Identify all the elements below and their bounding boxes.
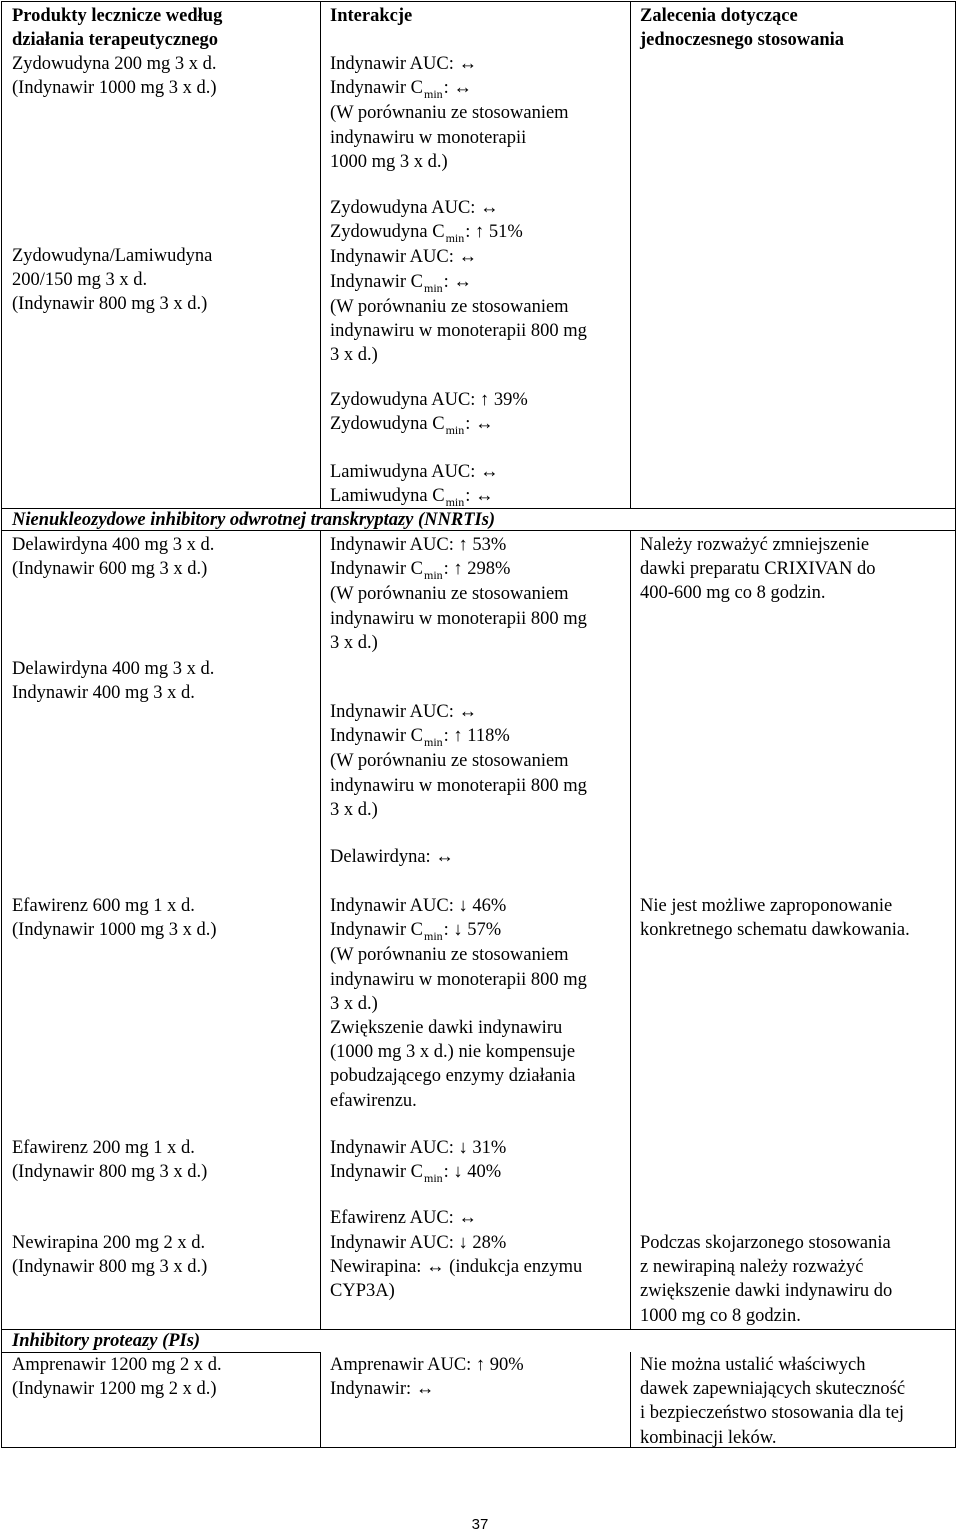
text-line: Efawirenz 600 mg 1 x d.: [12, 896, 195, 916]
text-line: 3 x d.): [330, 993, 378, 1014]
interaction-zydowudyna-lamiwudyna: [330, 196, 587, 367]
text-line: Indynawir AUC: ↔: [330, 702, 477, 722]
section-header-nnrti: Nienukleozydowe inhibitory odwrotnej transkryptazy (NNRTIs): [12, 510, 496, 530]
interaction-efawirenz-200-2: [330, 1206, 477, 1230]
subscript-min: min: [424, 735, 443, 750]
text-line: Indynawir AUC: ↔: [330, 247, 477, 268]
text-line: Indynawir AUC: ↓ 31%: [330, 1138, 507, 1158]
text-line: Indynawir AUC: ↓ 28%: [330, 1233, 507, 1253]
text-line: Delawirdyna: ↔: [330, 847, 454, 867]
text-line: Newirapina 200 mg 2 x d.: [12, 1233, 206, 1253]
text-line: Należy rozważyć zmniejszenie: [640, 535, 870, 555]
text-line: Produkty lecznicze według: [12, 6, 223, 26]
text-line: 3 x d.): [330, 345, 378, 366]
interaction-efawirenz-200: [330, 1136, 506, 1185]
text-line: Indynawir AUC: ↔: [330, 54, 477, 74]
text-line: Delawirdyna 400 mg 3 x d.: [12, 535, 215, 555]
interaction-efawirenz-600: [330, 894, 587, 1113]
text-line: dawki preparatu CRIXIVAN do: [640, 559, 876, 580]
interaction-delawirdyna-3: [330, 845, 454, 869]
table-border-top: [1, 1, 956, 2]
subscript-min: min: [424, 87, 443, 102]
text-line: (1000 mg 3 x d.) nie kompensuje: [330, 1042, 576, 1063]
page-number: 37: [471, 1516, 489, 1533]
text-line: Newirapina: ↔ (indukcja enzymu: [330, 1257, 583, 1278]
drug-zydowudyna: [12, 52, 217, 100]
subscript-min: min: [445, 423, 465, 438]
text-line: Efawirenz AUC: ↔: [330, 1208, 477, 1228]
interaction-delawirdyna-2: [330, 700, 587, 822]
interaction-zydowudyna-lamiwudyna-2: [330, 388, 528, 437]
text-line: Zalecenia dotyczące: [640, 6, 798, 26]
column-divider-1c: [320, 1352, 321, 1448]
text-line: 3 x d.): [330, 632, 378, 653]
text-line: Indynawir 400 mg 3 x d.: [12, 683, 195, 704]
text-line: Nie jest możliwe zaproponowanie: [640, 896, 893, 916]
text-line: (W porównaniu ze stosowaniem: [330, 584, 569, 605]
text-line: Podczas skojarzonego stosowania: [640, 1233, 891, 1253]
text-line: Indynawir AUC: ↓ 46%: [330, 896, 507, 916]
column-divider-2c: [630, 1352, 631, 1448]
text-line: Delawirdyna 400 mg 3 x d.: [12, 659, 215, 679]
text-line: Zydowudyna AUC: ↔: [330, 198, 499, 218]
text-line: (Indynawir 1000 mg 3 x d.): [12, 920, 217, 941]
header-interactions: Interakcje: [330, 6, 413, 26]
column-divider-1b: [320, 530, 321, 1329]
text-line: 200/150 mg 3 x d.: [12, 270, 148, 291]
section-header-pi: Inhibitory proteazy (PIs): [12, 1331, 201, 1351]
recommendation-delawirdyna: [640, 533, 876, 606]
text-line: Nie można ustalić właściwych: [640, 1355, 866, 1375]
interaction-amprenawir: [330, 1353, 524, 1401]
text-line: Lamiwudyna $C_{min}$: ↔: [330, 486, 494, 510]
header-products: [12, 4, 222, 52]
drug-efawirenz-200: [12, 1136, 207, 1184]
text-line: konkretnego schematu dawkowania.: [640, 920, 910, 941]
text-line: dawek zapewniających skuteczność: [640, 1379, 906, 1400]
text-line: indynawiru w monoterapii 800 mg: [330, 969, 587, 990]
text-line: 3 x d.): [330, 799, 378, 820]
text-line: indynawiru w monoterapii 800 mg: [330, 775, 587, 796]
text-line: jednoczesnego stosowania: [640, 30, 845, 51]
text-line: Lamiwudyna AUC: ↔: [330, 462, 499, 482]
recommendation-amprenawir: [640, 1353, 905, 1450]
text-line: pobudzającego enzymy działania: [330, 1066, 576, 1087]
text-line: Amprenawir 1200 mg 2 x d.: [12, 1355, 222, 1375]
text-line: Zydowudyna 200 mg 3 x d.: [12, 54, 217, 74]
text-line: (Indynawir 1000 mg 3 x d.): [12, 78, 217, 99]
text-line: indynawiru w monoterapii 800 mg: [330, 321, 587, 342]
column-divider-2: [630, 1, 631, 508]
text-line: z newirapiną należy rozważyć: [640, 1257, 864, 1278]
text-line: zwiększenie dawki indynawiru do: [640, 1281, 893, 1302]
text-line: 1000 mg 3 x d.): [330, 151, 448, 172]
interaction-delawirdyna-1: [330, 533, 587, 655]
text-line: Zydowudyna $C_{min}$: ↑ 51%: [330, 222, 523, 246]
subscript-min: min: [424, 280, 443, 295]
text-line: Indynawir $C_{min}$: ↓ 40%: [330, 1162, 502, 1186]
drug-delawirdyna-2: [12, 657, 214, 705]
drug-delawirdyna-1: [12, 533, 214, 581]
text-line: Zydowudyna/Lamiwudyna: [12, 246, 213, 266]
text-line: Indynawir: ↔: [330, 1379, 435, 1400]
text-line: indynawiru w monoterapii 800 mg: [330, 608, 587, 629]
text-line: (Indynawir 800 mg 3 x d.): [12, 294, 208, 315]
text-line: Indynawir $C_{min}$: ↔: [330, 271, 472, 295]
text-line: Indynawir $C_{min}$: ↓ 57%: [330, 920, 502, 944]
text-line: (Indynawir 1200 mg 2 x d.): [12, 1379, 217, 1400]
recommendation-newirapina: [640, 1231, 892, 1328]
interaction-newirapina: [330, 1231, 582, 1304]
table-border-right: [955, 1, 956, 1448]
subscript-min: min: [424, 929, 443, 944]
text-line: (Indynawir 600 mg 3 x d.): [12, 559, 208, 580]
interaction-zydowudyna-lamiwudyna-3: [330, 460, 499, 509]
text-line: kombinacji leków.: [640, 1427, 777, 1448]
subscript-min: min: [445, 495, 465, 510]
table-border-left: [1, 1, 2, 1448]
text-line: (W porównaniu ze stosowaniem: [330, 751, 569, 772]
text-line: (Indynawir 800 mg 3 x d.): [12, 1257, 208, 1278]
drug-efawirenz-600: [12, 894, 217, 942]
text-line: Amprenawir AUC: ↑ 90%: [330, 1355, 524, 1375]
subscript-min: min: [424, 1171, 443, 1186]
drug-amprenawir: [12, 1353, 222, 1401]
text-line: Zydowudyna $C_{min}$: ↔: [330, 414, 494, 438]
text-line: Indynawir $C_{min}$: ↑ 118%: [330, 726, 510, 750]
text-line: (Indynawir 800 mg 3 x d.): [12, 1162, 208, 1183]
subscript-min: min: [445, 231, 465, 246]
text-line: CYP3A): [330, 1281, 395, 1302]
text-line: Zwiększenie dawki indynawiru: [330, 1018, 563, 1039]
drug-newirapina: [12, 1231, 207, 1279]
text-line: (W porównaniu ze stosowaniem: [330, 103, 569, 124]
recommendation-efawirenz: [640, 894, 910, 942]
interaction-zydowudyna: [330, 52, 569, 174]
text-line: działania terapeutycznego: [12, 30, 219, 51]
drug-zydowudyna-lamiwudyna: [12, 244, 212, 317]
text-line: i bezpieczeństwo stosowania dla tej: [640, 1403, 905, 1424]
text-line: Zydowudyna AUC: ↑ 39%: [330, 390, 528, 410]
text-line: Indynawir $C_{min}$: ↑ 298%: [330, 559, 511, 583]
text-line: 400-600 mg co 8 godzin.: [640, 583, 826, 604]
header-recommendations: [640, 4, 844, 52]
text-line: (W porównaniu ze stosowaniem: [330, 945, 569, 966]
text-line: indynawiru w monoterapii: [330, 127, 527, 148]
text-line: efawirenzu.: [330, 1090, 417, 1111]
text-line: 1000 mg co 8 godzin.: [640, 1305, 801, 1326]
subscript-min: min: [424, 568, 443, 583]
text-line: (W porównaniu ze stosowaniem: [330, 296, 569, 317]
column-divider-1: [320, 1, 321, 508]
text-line: Indynawir AUC: ↑ 53%: [330, 535, 507, 555]
text-line: Indynawir $C_{min}$: ↔: [330, 78, 472, 102]
column-divider-2b: [630, 530, 631, 1329]
text-line: Efawirenz 200 mg 1 x d.: [12, 1138, 195, 1158]
